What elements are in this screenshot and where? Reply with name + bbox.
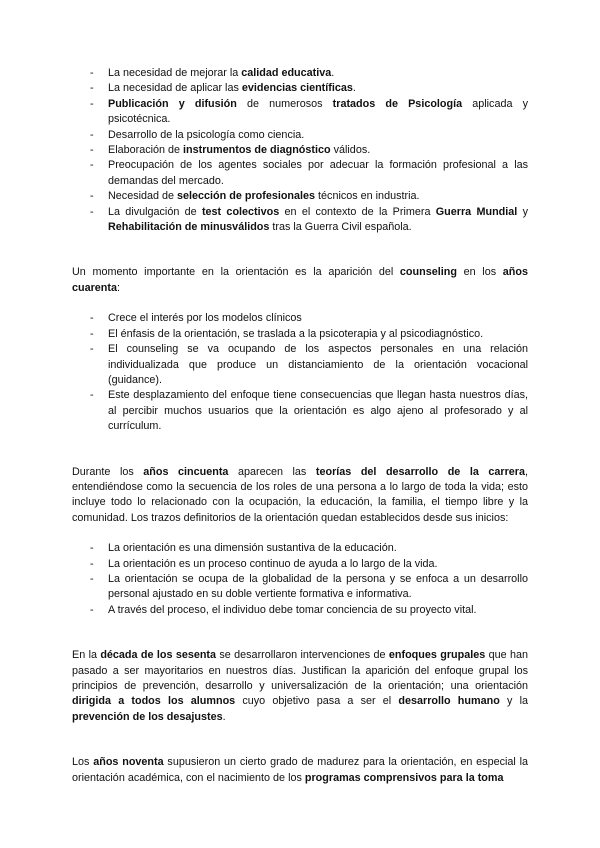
list-item bbox=[72, 388, 528, 434]
text-run: El counseling se va ocupando de los aspectos personales en una relación individualizada que produce un distanciamiento de la orientación vocacional (guidance). bbox=[108, 343, 528, 386]
bold-text: teorías del desarrollo de la carrera bbox=[315, 465, 525, 478]
text-run: de numerosos bbox=[236, 97, 333, 110]
bold-text: calidad educativa bbox=[241, 67, 332, 79]
list-item bbox=[72, 572, 528, 603]
bold-text: counseling bbox=[399, 266, 457, 279]
paragraph-sixties bbox=[72, 648, 528, 725]
text-run: Este desplazamiento del enfoque tiene consecuencias que llegan hasta nuestros días, al percibir muchos usuarios que la orientación es algo ajeno al profesorado y al currículum. bbox=[108, 389, 528, 433]
text-run: En la bbox=[72, 649, 101, 662]
text-run: en los bbox=[456, 266, 503, 279]
text-run: . bbox=[331, 67, 335, 79]
list-item bbox=[72, 97, 528, 128]
text-run: Elaboración de bbox=[108, 144, 184, 157]
text-run: , entendiéndose como la secuencia de los roles de una persona a lo largo de toda la vida; esto incluye todo lo relacionado con la ocupación, la educación, la familia, el tiempo libre y la comunidad. Los trazos definitorios de la orientación quedan establecidos desde sus inicios: bbox=[72, 465, 528, 524]
list-principles bbox=[72, 541, 528, 618]
list-item bbox=[72, 81, 528, 96]
text-run: La divulgación de bbox=[108, 205, 202, 218]
text-run: y la bbox=[499, 695, 528, 708]
bold-text: década de los sesenta bbox=[100, 649, 217, 662]
text-run: Necesidad de bbox=[108, 190, 178, 203]
text-run: . bbox=[352, 82, 356, 95]
text-run: : bbox=[117, 281, 121, 294]
bold-text: Rehabilitación de minusválidos bbox=[108, 221, 270, 234]
text-run: La orientación se ocupa de la globalidad de la persona y se enfoca a un desarrollo personal ajustado en su doble vertiente formativa e informativa. bbox=[108, 572, 528, 601]
bold-text: enfoques grupales bbox=[388, 649, 486, 662]
bold-text: desarrollo humano bbox=[398, 695, 500, 708]
text-run: aplicada y psicotécnica. bbox=[108, 97, 528, 126]
bold-text: evidencias científicas bbox=[241, 82, 353, 95]
text-run: aparecen las bbox=[228, 465, 316, 478]
bold-text: Publicación y difusión bbox=[108, 97, 237, 110]
list-counseling bbox=[72, 311, 528, 434]
list-item bbox=[72, 557, 528, 572]
bold-text: programas comprensivos para la toma bbox=[304, 771, 504, 784]
document-body bbox=[72, 66, 528, 786]
list-item bbox=[72, 189, 528, 204]
list-item bbox=[72, 342, 528, 388]
bold-text: instrumentos de diagnóstico bbox=[183, 144, 331, 157]
list-item bbox=[72, 541, 528, 556]
paragraph-fifties bbox=[72, 465, 528, 527]
text-run: tras la Guerra Civil española. bbox=[269, 221, 412, 234]
text-run: cuyo objetivo pasa a ser el bbox=[235, 695, 399, 708]
bold-text: años cincuenta bbox=[143, 465, 229, 478]
text-run: La necesidad de mejorar la bbox=[108, 67, 242, 79]
list-item bbox=[72, 158, 528, 189]
text-run: Preocupación de los agentes sociales por adecuar la formación profesional a las demandas del mercado. bbox=[108, 159, 528, 187]
bold-text: test colectivos bbox=[201, 205, 280, 218]
bold-text: años noventa bbox=[93, 756, 164, 769]
bold-text: tratados de Psicología bbox=[332, 97, 463, 110]
text-run: El énfasis de la orientación, se traslada a la psicoterapia y al psicodiagnóstico. bbox=[108, 327, 484, 340]
text-run: Un momento importante en la orientación es la aparición del bbox=[72, 266, 400, 279]
list-item bbox=[72, 311, 528, 326]
bold-text: dirigida a todos los alumnos bbox=[72, 695, 236, 708]
text-run: Desarrollo de la psicología como ciencia. bbox=[108, 128, 305, 141]
text-run: en el contexto de la Primera bbox=[279, 205, 436, 218]
text-run: La orientación es una dimensión sustantiva de la educación. bbox=[108, 542, 397, 555]
text-run: La necesidad de aplicar las bbox=[108, 82, 242, 95]
text-run: que han pasado a ser mayoritarios en nuestros días. Justifican la aparición del enfoque grupal los principios de prevención, desarrollo y universalización de la orientación; una orientación bbox=[72, 649, 528, 692]
text-run: La orientación es un proceso continuo de ayuda a lo largo de la vida. bbox=[108, 557, 438, 570]
text-run: técnicos en industria. bbox=[315, 190, 420, 203]
text-run: se desarrollaron intervenciones de bbox=[216, 649, 389, 662]
list-reasons bbox=[72, 66, 528, 235]
list-item bbox=[72, 66, 528, 81]
text-run: . bbox=[222, 710, 226, 723]
bold-text: Guerra Mundial bbox=[435, 205, 518, 218]
list-item bbox=[72, 603, 528, 618]
text-run: y bbox=[517, 205, 528, 218]
list-item bbox=[72, 205, 528, 236]
bold-text: selección de profesionales bbox=[177, 190, 316, 203]
text-run: A través del proceso, el individuo debe tomar conciencia de su proyecto vital. bbox=[108, 603, 477, 616]
list-item bbox=[72, 143, 528, 158]
bold-text: años cuarenta bbox=[72, 266, 528, 294]
text-run: válidos. bbox=[330, 144, 371, 157]
paragraph-counseling bbox=[72, 265, 528, 296]
text-run: Crece el interés por los modelos clínicos bbox=[108, 312, 302, 325]
bold-text: prevención de los desajustes bbox=[72, 710, 223, 723]
list-item bbox=[72, 327, 528, 342]
list-item bbox=[72, 128, 528, 143]
paragraph-nineties bbox=[72, 755, 528, 786]
text-run: Durante los bbox=[72, 465, 144, 478]
text-run: supusieron un cierto grado de madurez para la orientación, en especial la orientación académica, con el nacimiento de los bbox=[72, 756, 528, 784]
text-run: Los bbox=[72, 756, 94, 769]
